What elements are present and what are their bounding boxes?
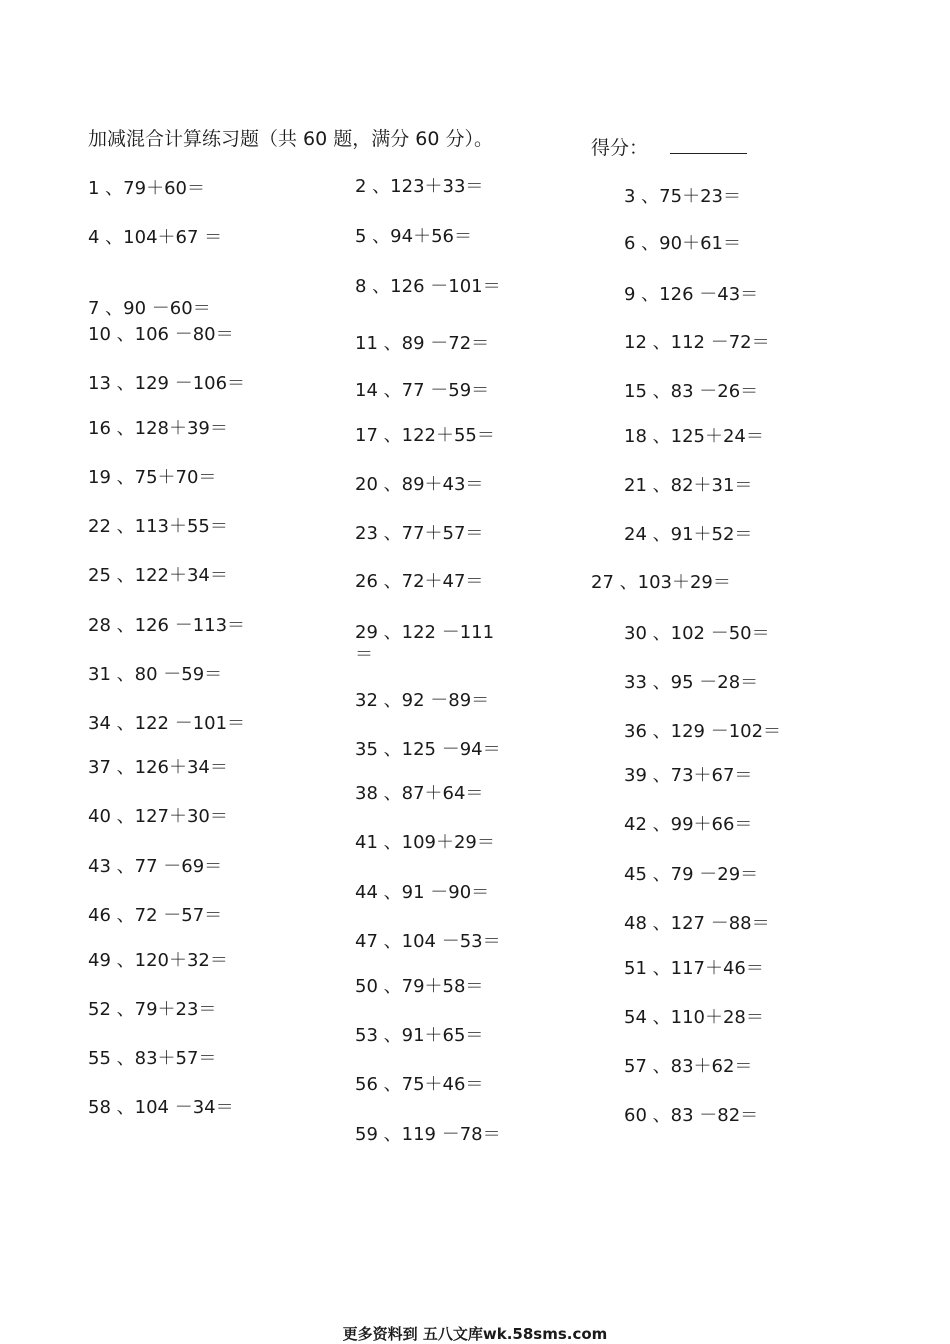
- question-5: 5 、94＋56＝: [355, 226, 472, 247]
- question-40: 40 、127＋30＝: [88, 806, 228, 827]
- question-20: 20 、89＋43＝: [355, 474, 484, 495]
- question-44: 44 、91 －90＝: [355, 882, 490, 903]
- question-30: 30 、102 －50＝: [624, 623, 770, 644]
- question-15: 15 、83 －26＝: [624, 381, 759, 402]
- question-56: 56 、75＋46＝: [355, 1074, 484, 1095]
- question-17: 17 、122＋55＝: [355, 425, 495, 446]
- question-10: 10 、106 －80＝: [88, 324, 234, 345]
- question-18: 18 、125＋24＝: [624, 426, 764, 447]
- question-36: 36 、129 －102＝: [624, 721, 782, 742]
- question-48: 48 、127 －88＝: [624, 913, 770, 934]
- question-23: 23 、77＋57＝: [355, 523, 484, 544]
- question-28: 28 、126 －113＝: [88, 615, 246, 636]
- question-59: 59 、119 －78＝: [355, 1124, 501, 1145]
- question-2: 2 、123＋33＝: [355, 176, 484, 197]
- question-31: 31 、80 －59＝: [88, 664, 223, 685]
- question-4: 4 、104＋67 ＝: [88, 227, 223, 248]
- question-22: 22 、113＋55＝: [88, 516, 228, 537]
- question-27: 27 、103＋29＝: [591, 572, 731, 593]
- question-8: 8 、126 －101＝: [355, 276, 501, 297]
- question-7: 7 、90 －60＝: [88, 298, 211, 319]
- question-1: 1 、79＋60＝: [88, 178, 205, 199]
- question-33: 33 、95 －28＝: [624, 672, 759, 693]
- question-49: 49 、120＋32＝: [88, 950, 228, 971]
- question-32: 32 、92 －89＝: [355, 690, 490, 711]
- question-19: 19 、75＋70＝: [88, 467, 217, 488]
- question-43: 43 、77 －69＝: [88, 856, 223, 877]
- question-11: 11 、89 －72＝: [355, 333, 490, 354]
- question-47: 47 、104 －53＝: [355, 931, 501, 952]
- question-53: 53 、91＋65＝: [355, 1025, 484, 1046]
- question-14: 14 、77 －59＝: [355, 380, 490, 401]
- question-6: 6 、90＋61＝: [624, 233, 741, 254]
- question-25: 25 、122＋34＝: [88, 565, 228, 586]
- question-3: 3 、75＋23＝: [624, 186, 741, 207]
- question-38: 38 、87＋64＝: [355, 783, 484, 804]
- question-54: 54 、110＋28＝: [624, 1007, 764, 1028]
- question-29: 29 、122 －111 ＝: [355, 622, 495, 665]
- question-58: 58 、104 －34＝: [88, 1097, 234, 1118]
- question-46: 46 、72 －57＝: [88, 905, 223, 926]
- question-45: 45 、79 －29＝: [624, 864, 759, 885]
- question-41: 41 、109＋29＝: [355, 832, 495, 853]
- question-9: 9 、126 －43＝: [624, 284, 759, 305]
- footer-link[interactable]: 更多资料到 五八文库wk.58sms.com: [342, 1325, 608, 1343]
- question-35: 35 、125 －94＝: [355, 739, 501, 760]
- question-55: 55 、83＋57＝: [88, 1048, 217, 1069]
- question-16: 16 、128＋39＝: [88, 418, 228, 439]
- question-52: 52 、79＋23＝: [88, 999, 217, 1020]
- score-label: 得分：: [591, 137, 649, 159]
- question-26: 26 、72＋47＝: [355, 571, 484, 592]
- score-blank-line: [670, 153, 747, 154]
- question-24: 24 、91＋52＝: [624, 524, 753, 545]
- question-37: 37 、126＋34＝: [88, 757, 228, 778]
- question-34: 34 、122 －101＝: [88, 713, 246, 734]
- question-57: 57 、83＋62＝: [624, 1056, 753, 1077]
- question-51: 51 、117＋46＝: [624, 958, 764, 979]
- question-21: 21 、82＋31＝: [624, 475, 753, 496]
- question-50: 50 、79＋58＝: [355, 976, 484, 997]
- question-13: 13 、129 －106＝: [88, 373, 246, 394]
- question-12: 12 、112 －72＝: [624, 332, 770, 353]
- question-42: 42 、99＋66＝: [624, 814, 753, 835]
- question-39: 39 、73＋67＝: [624, 765, 753, 786]
- question-60: 60 、83 －82＝: [624, 1105, 759, 1126]
- worksheet-title: 加减混合计算练习题（共 60 题，满分 60 分）。: [88, 128, 494, 150]
